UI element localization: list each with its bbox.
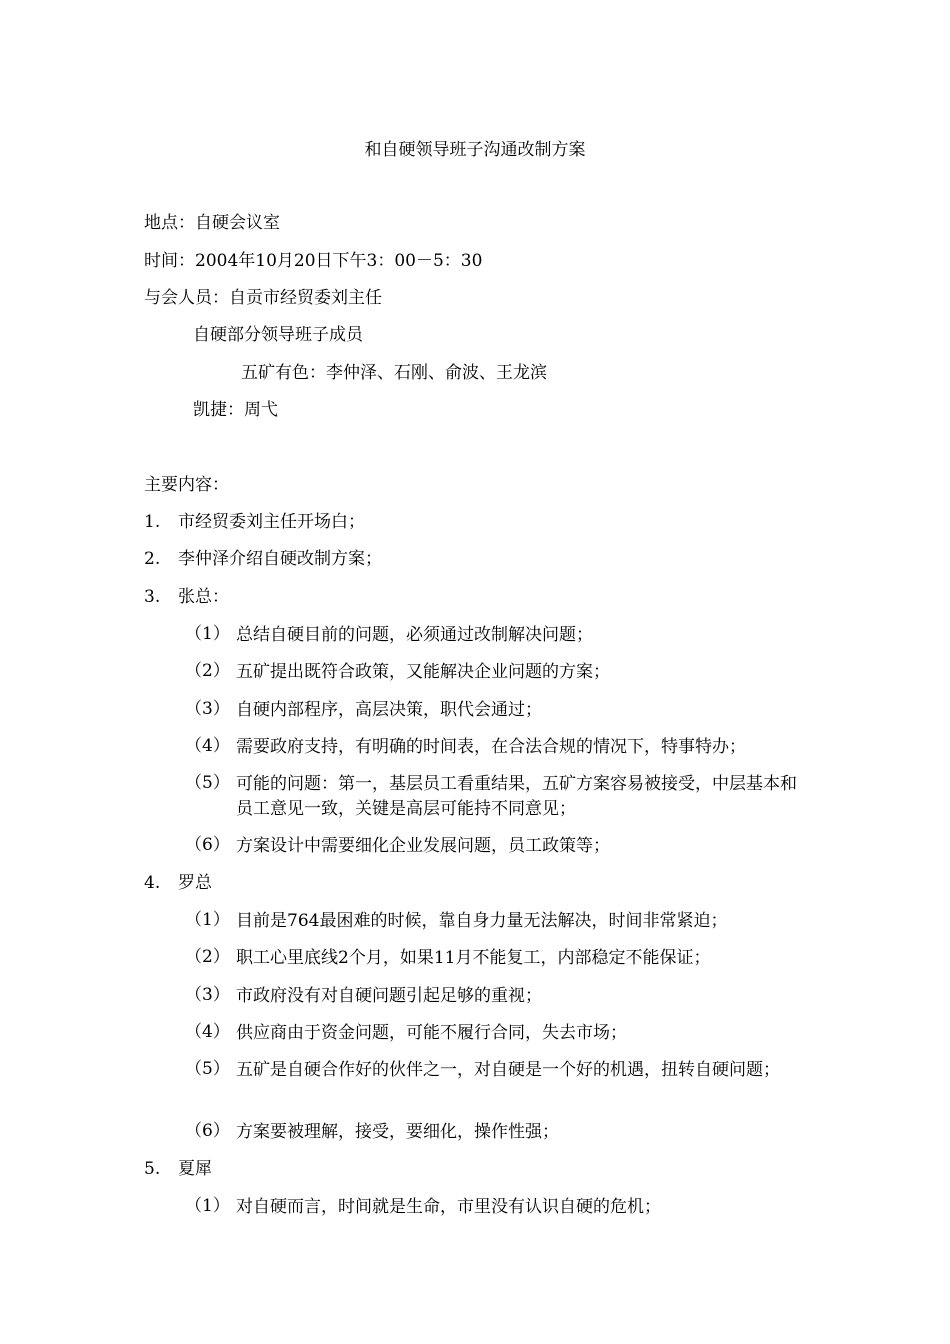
sub-text: 市政府没有对自硬问题引起足够的重视； xyxy=(236,986,542,1006)
sub-text: 五矿提出既符合政策，又能解决企业问题的方案； xyxy=(236,662,610,682)
sub-text: 供应商由于资金问题，可能不履行合同，失去市场； xyxy=(236,1023,627,1043)
meeting-location: 地点：自硬会议室 xyxy=(144,213,280,233)
list-text: 市经贸委刘主任开场白； xyxy=(178,512,365,532)
sub-text: 对自硬而言，时间就是生命，市里没有认识自硬的危机； xyxy=(236,1197,661,1217)
meeting-time: 时间：2004年10月20日下午3：00－5：30 xyxy=(144,251,483,271)
sub-number: （2） xyxy=(185,661,230,681)
list-number: 2. xyxy=(144,549,161,569)
sub-text: 需要政府支持，有明确的时间表，在合法合规的情况下，特事特办； xyxy=(236,737,746,757)
sub-text: 五矿是自硬合作好的伙伴之一，对自硬是一个好的机遇，扭转自硬问题； xyxy=(236,1060,780,1080)
list-number: 4. xyxy=(144,873,161,893)
attendee-line: 五矿有色：李仲泽、石刚、俞波、王龙滨 xyxy=(241,363,547,383)
attendee-line: 凯捷：周弋 xyxy=(193,400,278,420)
sub-number: （6） xyxy=(185,835,230,855)
sub-number: （1） xyxy=(185,910,230,930)
attendees-line: 与会人员：自贡市经贸委刘主任 xyxy=(144,288,382,308)
sub-number: （1） xyxy=(185,624,230,644)
document-title: 和自硬领导班子沟通改制方案 xyxy=(364,140,586,160)
list-text: 张总： xyxy=(178,587,229,607)
sub-number: （4） xyxy=(185,736,230,756)
sub-number: （3） xyxy=(185,985,230,1005)
list-text: 李仲泽介绍自硬改制方案； xyxy=(178,549,382,569)
sub-text: 总结自硬目前的问题，必须通过改制解决问题； xyxy=(236,625,593,645)
sub-number: （6） xyxy=(185,1121,230,1141)
sub-number: （5） xyxy=(185,1059,230,1079)
list-text: 罗总 xyxy=(178,873,212,893)
sub-number: （4） xyxy=(185,1022,230,1042)
sub-number: （3） xyxy=(185,699,230,719)
sub-text: 自硬内部程序，高层决策，职代会通过； xyxy=(236,700,542,720)
sub-text: 方案要被理解，接受，要细化，操作性强； xyxy=(236,1122,559,1142)
list-number: 1. xyxy=(144,512,161,532)
sub-text: 可能的问题：第一，基层员工看重结果，五矿方案容易被接受，中层基本和员工意见一致，关键是高层可能持不同意见； xyxy=(236,774,797,819)
sub-text: 职工心里底线2个月，如果11月不能复工，内部稳定不能保证； xyxy=(236,948,711,968)
list-number: 3. xyxy=(144,587,161,607)
sub-number: （1） xyxy=(185,1196,230,1216)
sub-text: 方案设计中需要细化企业发展问题，员工政策等； xyxy=(236,836,610,856)
attendee-line: 自硬部分领导班子成员 xyxy=(193,325,363,345)
main-content-heading: 主要内容： xyxy=(144,475,229,495)
list-text: 夏犀 xyxy=(178,1159,212,1179)
sub-number: （5） xyxy=(185,773,230,793)
sub-text: 目前是764最困难的时候，靠自身力量无法解决，时间非常紧迫； xyxy=(236,911,728,931)
list-number: 5. xyxy=(144,1159,161,1179)
sub-number: （2） xyxy=(185,947,230,967)
